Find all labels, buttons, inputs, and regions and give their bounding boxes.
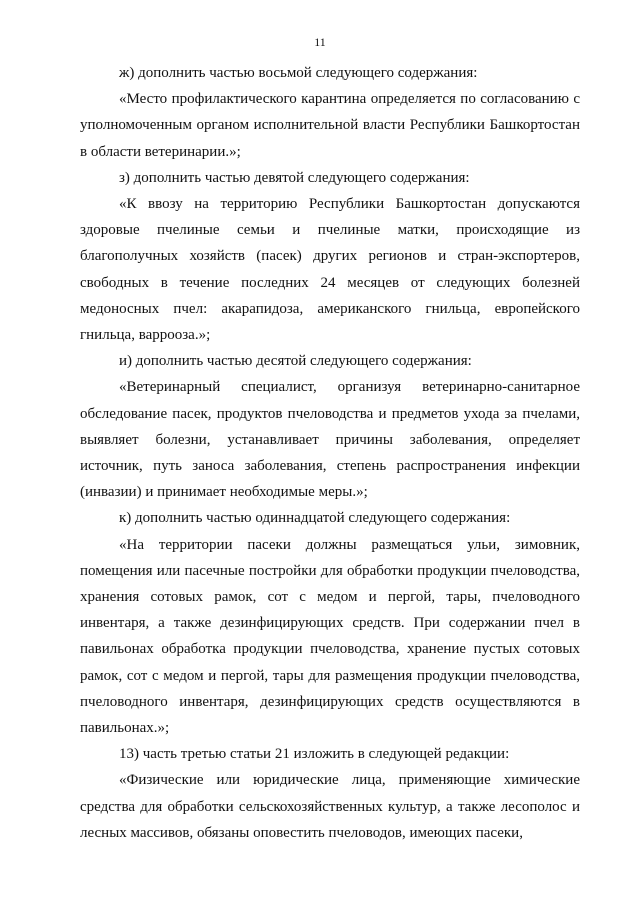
paragraph-amendment-i: и) дополнить частью десятой следующего содержания:	[119, 353, 472, 370]
paragraph-chemical-notice: «Физические или юридические лица, применяющие химические средства для обработки сельскохозяйственных культур, а также лесополос и лесных массивов, обязаны оповестить пчеловодов, имеющих пасеки,	[80, 772, 580, 841]
paragraph-amendment-z: з) дополнить частью девятой следующего содержания:	[119, 169, 470, 186]
paragraph-vet-inspection: «Ветеринарный специалист, организуя ветеринарно-санитарное обследование пасек, продуктов пчеловодства и предметов ухода за пчелами, выявляет болезни, устанавливает причины заболевания, определяет источник, путь заноса заболевания, степень распространения инфекции (инвазии) и принимает необходимые меры.»;	[80, 379, 580, 501]
paragraph-item-13: 13) часть третью статьи 21 изложить в следующей редакции:	[119, 746, 510, 763]
paragraph-amendment-k: к) дополнить частью одиннадцатой следующего содержания:	[119, 510, 511, 527]
paragraph-amendment-zh: ж) дополнить частью восьмой следующего содержания:	[119, 65, 478, 81]
paragraph-bee-import: «К ввозу на территорию Республики Башкортостан допускаются здоровые пчелиные семьи и пчелиные матки, происходящие из благополучных хозяйств (пасек) других регионов и стран-экспортеров, свободных в течение последних 24 месяцев от следующих болезней медоносных пчел: акарапидоза, американского гнильца, европейского гнильца, варрооза.»;	[80, 196, 580, 344]
document-body	[80, 60, 580, 846]
paragraph-quarantine-location: «Место профилактического карантина определяется по согласованию с уполномоченным органом исполнительной власти Республики Башкортостан в области ветеринарии.»;	[80, 91, 580, 160]
paragraph-apiary-premises: «На территории пасеки должны размещаться ульи, зимовник, помещения или пасечные постройки для обработки продукции пчеловодства, хранения сотовых рамок, сот с медом и пергой, тары, пчеловодного инвентаря, а также дезинфицирующих средств. При содержании пчел в павильонах обработка продукции пчеловодства, хранение пустых сотовых рамок, сот с медом и пергой, тары для размещения продукции пчеловодства, пчеловодного инвентаря, дезинфицирующих средств осуществляются в павильонах.»;	[80, 536, 580, 737]
page-number: 11	[314, 35, 326, 49]
